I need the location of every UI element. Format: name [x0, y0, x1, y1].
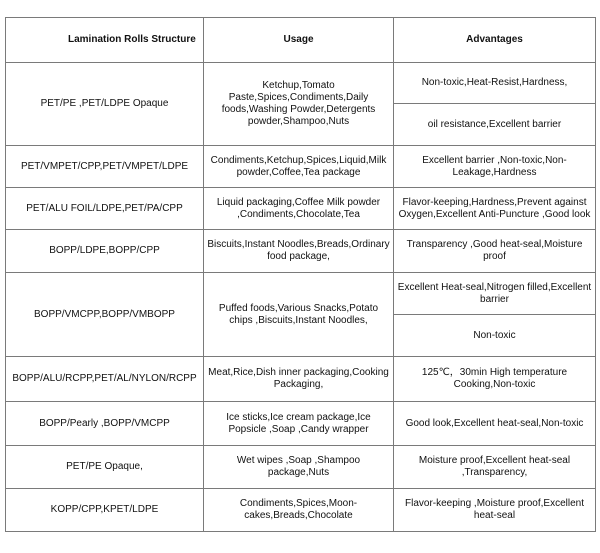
usage-cell: Meat,Rice,Dish inner packaging,Cooking Packaging,	[204, 357, 394, 402]
usage-cell: Biscuits,Instant Noodles,Breads,Ordinary food package,	[204, 230, 394, 273]
structure-cell: BOPP/ALU/RCPP,PET/AL/NYLON/RCPP	[6, 357, 204, 402]
usage-cell: Ice sticks,Ice cream package,Ice Popsicle ,Soap ,Candy wrapper	[204, 402, 394, 446]
advantages-cell: Flavor-keeping ,Moisture proof,Excellent heat-seal	[394, 489, 596, 532]
usage-cell: Ketchup,Tomato Paste,Spices,Condiments,Daily foods,Washing Powder,Detergents powder,Shampoo,Nuts	[204, 63, 394, 146]
usage-cell: Puffed foods,Various Snacks,Potato chips ,Biscuits,Instant Noodles,	[204, 273, 394, 357]
advantages-cell: Good look,Excellent heat-seal,Non-toxic	[394, 402, 596, 446]
structure-cell: KOPP/CPP,KPET/LDPE	[6, 489, 204, 532]
structure-cell: PET/PE Opaque,	[6, 446, 204, 489]
table-row	[6, 357, 596, 402]
table-row	[6, 402, 596, 446]
table-row	[6, 489, 596, 532]
header-usage: Usage	[204, 18, 394, 63]
advantages-cell: oil resistance,Excellent barrier	[394, 104, 596, 146]
usage-cell: Wet wipes ,Soap ,Shampoo package,Nuts	[204, 446, 394, 489]
advantages-cell: Transparency ,Good heat-seal,Moisture proof	[394, 230, 596, 273]
structure-cell: BOPP/Pearly ,BOPP/VMCPP	[6, 402, 204, 446]
structure-cell: BOPP/VMCPP,BOPP/VMBOPP	[6, 273, 204, 357]
table-row	[6, 63, 596, 104]
advantages-cell: Excellent barrier ,Non-toxic,Non-Leakage,Hardness	[394, 146, 596, 188]
table-row	[6, 446, 596, 489]
structure-cell: PET/PE ,PET/LDPE Opaque	[6, 63, 204, 146]
table-row	[6, 230, 596, 273]
lamination-rolls-table	[5, 17, 596, 532]
advantages-cell: Non-toxic,Heat-Resist,Hardness,	[394, 63, 596, 104]
table-row	[6, 273, 596, 315]
structure-cell: PET/ALU FOIL/LDPE,PET/PA/CPP	[6, 188, 204, 230]
structure-cell: PET/VMPET/CPP,PET/VMPET/LDPE	[6, 146, 204, 188]
header-advantages: Advantages	[394, 18, 596, 63]
table-header-row	[6, 18, 596, 63]
usage-cell: Liquid packaging,Coffee Milk powder ,Condiments,Chocolate,Tea	[204, 188, 394, 230]
advantages-cell: Flavor-keeping,Hardness,Prevent against Oxygen,Excellent Anti-Puncture ,Good look	[394, 188, 596, 230]
table-row	[6, 188, 596, 230]
advantages-cell: Excellent Heat-seal,Nitrogen filled,Excellent barrier	[394, 273, 596, 315]
advantages-cell: Non-toxic	[394, 315, 596, 357]
table-row	[6, 146, 596, 188]
header-structure: Lamination Rolls Structure	[6, 18, 204, 63]
structure-cell: BOPP/LDPE,BOPP/CPP	[6, 230, 204, 273]
usage-cell: Condiments,Ketchup,Spices,Liquid,Milk powder,Coffee,Tea package	[204, 146, 394, 188]
usage-cell: Condiments,Spices,Moon-cakes,Breads,Chocolate	[204, 489, 394, 532]
advantages-cell: 125℃，30min High temperature Cooking,Non-toxic	[394, 357, 596, 402]
advantages-cell: Moisture proof,Excellent heat-seal ,Transparency,	[394, 446, 596, 489]
